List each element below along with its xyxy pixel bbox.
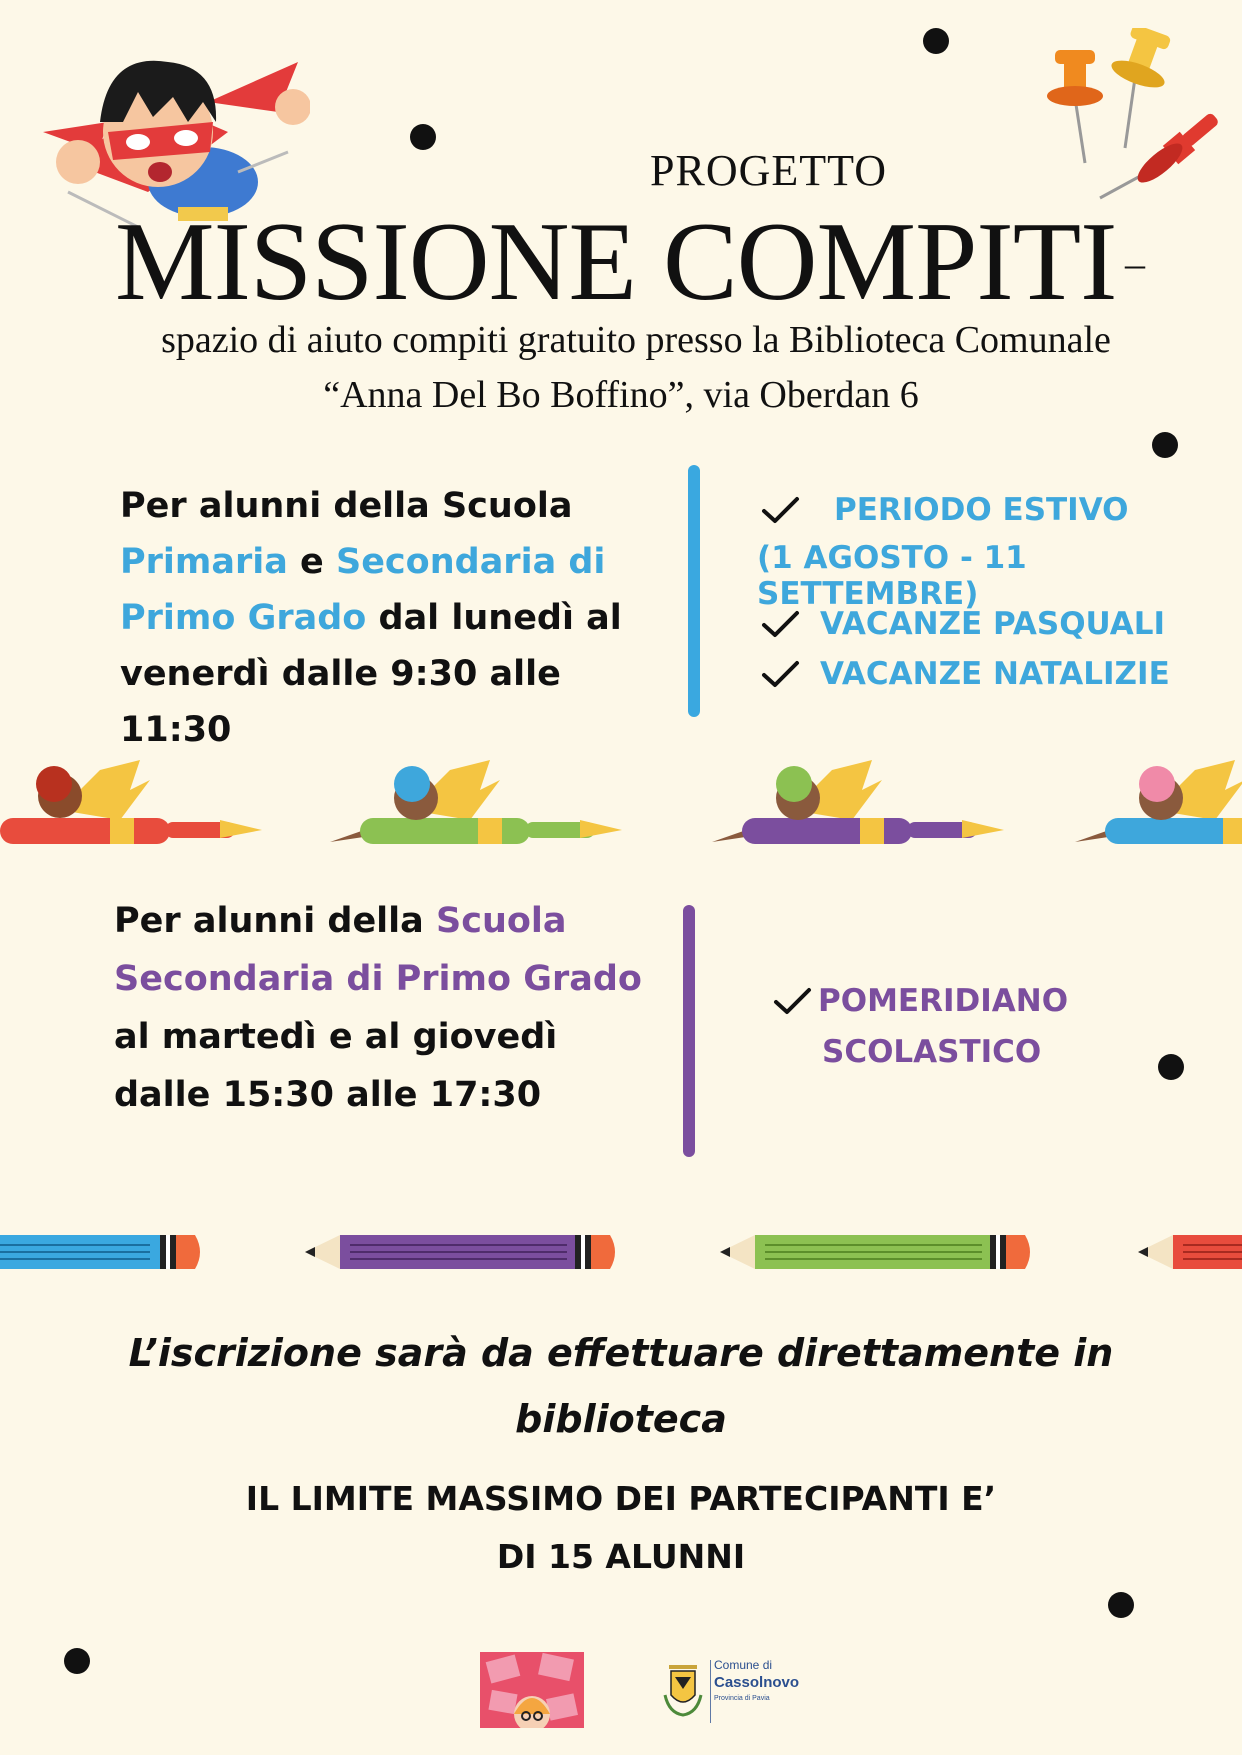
schedule-intro: Per alunni della bbox=[114, 901, 436, 941]
pencil-icon bbox=[305, 1233, 625, 1273]
coat-of-arms-icon bbox=[655, 1655, 711, 1727]
pencil-icon bbox=[1138, 1233, 1242, 1273]
divider-bar-purple bbox=[683, 905, 695, 1157]
decorative-dot bbox=[923, 28, 949, 54]
decorative-dot bbox=[1108, 1592, 1134, 1618]
school-secondaria: Secondaria di bbox=[335, 542, 606, 582]
checkmark-icon bbox=[772, 984, 812, 1018]
schedule-line: al martedì e al giovedì bbox=[114, 1017, 558, 1057]
days-text: dal lunedì al bbox=[366, 598, 622, 638]
period-natalizie-label: VACANZE NATALIZIE bbox=[820, 656, 1170, 692]
school-primo-grado: Primo Grado bbox=[120, 598, 367, 638]
school-secondaria-primo-grado: Secondaria di Primo Grado bbox=[114, 959, 642, 999]
pencil-icon bbox=[720, 1233, 1040, 1273]
page-title: MISSIONE COMPITI bbox=[115, 200, 1117, 324]
flying-kid-icon bbox=[0, 750, 265, 860]
period-scolastico-label: SCOLASTICO bbox=[822, 1034, 1042, 1070]
title-dash: – bbox=[1125, 241, 1145, 286]
primary-schedule-text bbox=[120, 478, 680, 758]
schedule-line: dalle 15:30 alle 17:30 bbox=[114, 1075, 542, 1115]
flying-kid-icon bbox=[330, 750, 625, 860]
period-natalizie bbox=[760, 656, 1170, 692]
secondary-schedule-text bbox=[114, 892, 674, 1124]
library-logo-icon bbox=[480, 1652, 584, 1728]
checkmark-icon bbox=[760, 493, 800, 527]
school-scuola: Scuola bbox=[435, 901, 567, 941]
library-logo bbox=[480, 1652, 584, 1728]
period-pasquali bbox=[760, 606, 1165, 642]
checkmark-icon bbox=[760, 607, 800, 641]
schedule-line bbox=[120, 534, 680, 590]
flying-kid-icon bbox=[712, 750, 1007, 860]
checkmark-icon bbox=[760, 657, 800, 691]
flying-kid-icon bbox=[1075, 750, 1242, 860]
schedule-line: venerdì dalle 9:30 alle 11:30 bbox=[120, 654, 561, 750]
conjunction: e bbox=[287, 542, 336, 582]
registration-line-1: L’iscrizione sarà da effettuare direttamente in bbox=[128, 1331, 1114, 1375]
pushpin-icon bbox=[1040, 28, 1240, 208]
decorative-dot bbox=[1158, 1054, 1184, 1080]
limit-line-1: IL LIMITE MASSIMO DEI PARTECIPANTI E’ bbox=[245, 1479, 997, 1518]
schedule-line bbox=[120, 590, 680, 646]
municipality-logo bbox=[655, 1655, 835, 1727]
period-estivo-dates: (1 AGOSTO - 11 SETTEMBRE) bbox=[757, 540, 1027, 612]
period-pomeridiano bbox=[772, 983, 1068, 1019]
decorative-dot bbox=[410, 124, 436, 150]
schedule-line: Per alunni della Scuola bbox=[120, 486, 573, 526]
limit-line-2: DI 15 ALUNNI bbox=[496, 1537, 746, 1576]
comune-name: Cassolnovo bbox=[714, 1674, 800, 1691]
period-pomeridiano-label: POMERIDIANO bbox=[818, 983, 1069, 1019]
comune-province: Provincia di Pavia bbox=[714, 1695, 770, 1702]
period-estivo-label: PERIODO ESTIVO bbox=[834, 492, 1129, 528]
period-pasquali-label: VACANZE PASQUALI bbox=[820, 606, 1166, 642]
participant-limit bbox=[0, 1470, 1242, 1586]
divider-bar-blue bbox=[688, 465, 700, 717]
period-estivo bbox=[760, 492, 1129, 528]
project-label: PROGETTO bbox=[650, 146, 887, 195]
subtitle-line-1: spazio di aiuto compiti gratuito presso la Biblioteca Comunale bbox=[161, 319, 1111, 361]
comune-label: Comune di bbox=[714, 1658, 773, 1672]
decorative-dot bbox=[1152, 432, 1178, 458]
school-primaria: Primaria bbox=[120, 542, 288, 582]
pencil-icon bbox=[0, 1233, 210, 1273]
registration-note bbox=[0, 1320, 1242, 1452]
schedule-line bbox=[114, 892, 674, 950]
decorative-dot bbox=[64, 1648, 90, 1674]
subtitle-line-2: “Anna Del Bo Boffino”, via Oberdan 6 bbox=[323, 374, 919, 416]
registration-line-2: biblioteca bbox=[515, 1397, 727, 1441]
